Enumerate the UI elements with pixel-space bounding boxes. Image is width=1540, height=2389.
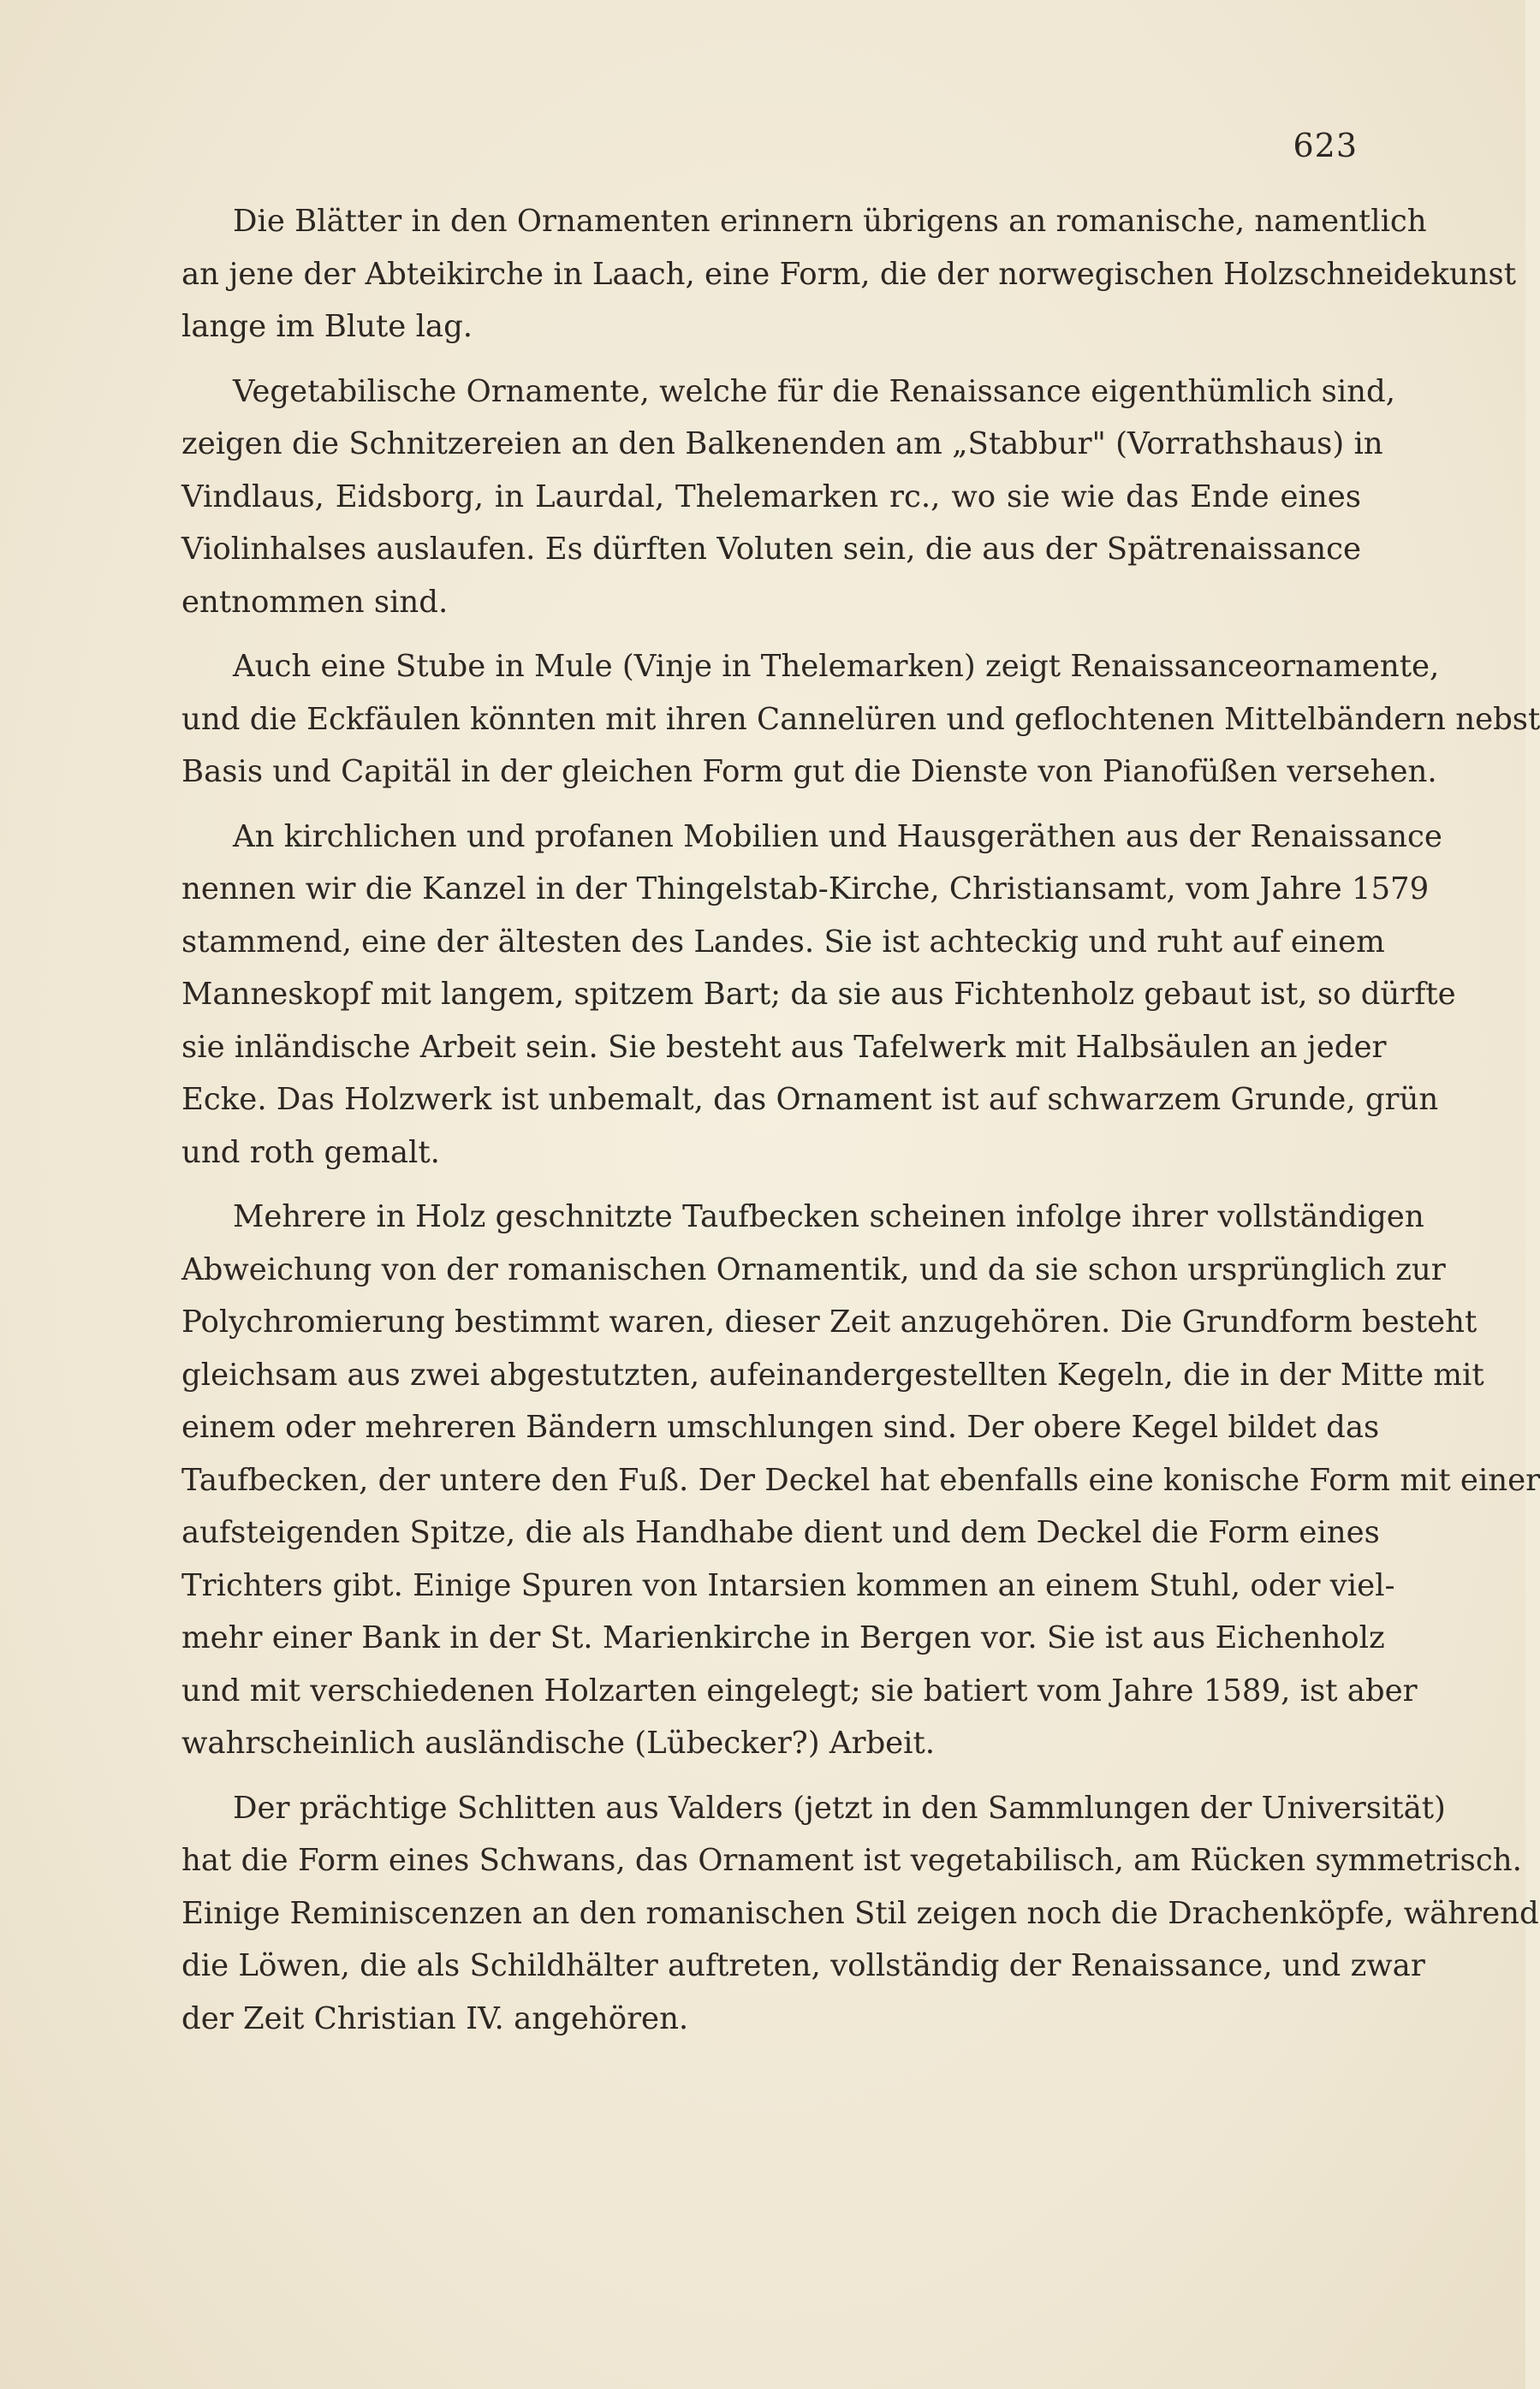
text-line: sie inländische Arbeit sein. Sie besteht aus Tafelwerk mit Halbsäulen an jeder xyxy=(181,1029,1387,1065)
text-line: gleichsam aus zwei abgestutzten, aufeinandergestellten Kegeln, die in der Mitte mit xyxy=(181,1357,1484,1393)
paragraph xyxy=(181,1191,1540,1770)
paragraph xyxy=(181,195,1517,354)
paragraph xyxy=(181,1782,1539,2046)
paragraph xyxy=(181,365,1396,629)
text-line: aufsteigenden Spitze, die als Handhabe dient und dem Deckel die Form eines xyxy=(181,1515,1380,1550)
text-line: Trichters gibt. Einige Spuren von Intarsien kommen an einem Stuhl, oder viel- xyxy=(181,1567,1395,1603)
text-line: Die Blätter in den Ornamenten erinnern übrigens an romanische, namentlich xyxy=(233,204,1427,239)
text-line: Abweichung von der romanischen Ornamentik, und da sie schon ursprünglich zur xyxy=(181,1251,1446,1287)
text-line: wahrscheinlich ausländische (Lübecker?) Arbeit. xyxy=(181,1726,936,1761)
paragraph xyxy=(181,640,1540,799)
paragraph xyxy=(181,811,1456,1180)
text-line: Basis und Capitäl in der gleichen Form gut die Dienste von Pianofüßen versehen. xyxy=(181,754,1437,789)
text-line: entnommen sind. xyxy=(181,584,449,620)
text-line: und roth gemalt. xyxy=(181,1134,440,1170)
text-line: stammend, eine der ältesten des Landes. Sie ist achteckig und ruht auf einem xyxy=(181,924,1385,960)
text-line: Taufbecken, der untere den Fuß. Der Deckel hat ebenfalls eine konische Form mit einer xyxy=(181,1462,1540,1498)
text-line: Der prächtige Schlitten aus Valders (jetzt in den Sammlungen der Universität) xyxy=(233,1790,1446,1826)
text-line: Violinhalses auslaufen. Es dürften Voluten sein, die aus der Spätrenaissance xyxy=(181,532,1361,567)
text-line: der Zeit Christian IV. angehören. xyxy=(181,2000,689,2036)
text-line: Auch eine Stube in Mule (Vinje in Thelemarken) zeigt Renaissanceornamente, xyxy=(233,649,1440,684)
text-line: an jene der Abteikirche in Laach, eine Form, die der norwegischen Holzschneidekunst xyxy=(181,256,1517,292)
text-line: lange im Blute lag. xyxy=(181,309,473,344)
body-text xyxy=(181,195,1540,2057)
text-line: und die Eckfäulen könnten mit ihren Cannelüren und geflochtenen Mittelbändern nebst xyxy=(181,701,1540,737)
text-line: Vindlaus, Eidsborg, in Laurdal, Thelemarken rc., wo sie wie das Ende eines xyxy=(181,478,1361,514)
text-line: An kirchlichen und profanen Mobilien und Hausgeräthen aus der Renaissance xyxy=(233,818,1442,854)
text-line: und mit verschiedenen Holzarten eingelegt; sie batiert vom Jahre 1589, ist aber xyxy=(181,1673,1418,1709)
text-line: die Löwen, die als Schildhälter auftreten, vollständig der Renaissance, und zwar xyxy=(181,1948,1425,1983)
text-line: Polychromierung bestimmt waren, dieser Zeit anzugehören. Die Grundform besteht xyxy=(181,1304,1478,1340)
text-line: hat die Form eines Schwans, das Ornament ist vegetabilisch, am Rücken symmetrisch. xyxy=(181,1843,1522,1878)
text-line: Mehrere in Holz geschnitzte Taufbecken scheinen infolge ihrer vollständigen xyxy=(233,1199,1424,1234)
text-line: einem oder mehreren Bändern umschlungen sind. Der obere Kegel bildet das xyxy=(181,1410,1380,1445)
text-line: nennen wir die Kanzel in der Thingelstab-Kirche, Christiansamt, vom Jahre 1579 xyxy=(181,871,1430,906)
text-line: Vegetabilische Ornamente, welche für die Renaissance eigenthümlich sind, xyxy=(233,373,1396,409)
text-line: Einige Reminiscenzen an den romanischen Stil zeigen noch die Drachenköpfe, während xyxy=(181,1895,1539,1931)
page-number: 623 xyxy=(1293,127,1358,164)
text-line: zeigen die Schnitzereien an den Balkenenden am „Stabbur" (Vorrathshaus) in xyxy=(181,426,1383,461)
text-line: Manneskopf mit langem, spitzem Bart; da sie aus Fichtenholz gebaut ist, so dürfte xyxy=(181,977,1456,1012)
text-line: Ecke. Das Holzwerk ist unbemalt, das Ornament ist auf schwarzem Grunde, grün xyxy=(181,1082,1439,1117)
text-line: mehr einer Bank in der St. Marienkirche in Bergen vor. Sie ist aus Eichenholz xyxy=(181,1620,1385,1655)
